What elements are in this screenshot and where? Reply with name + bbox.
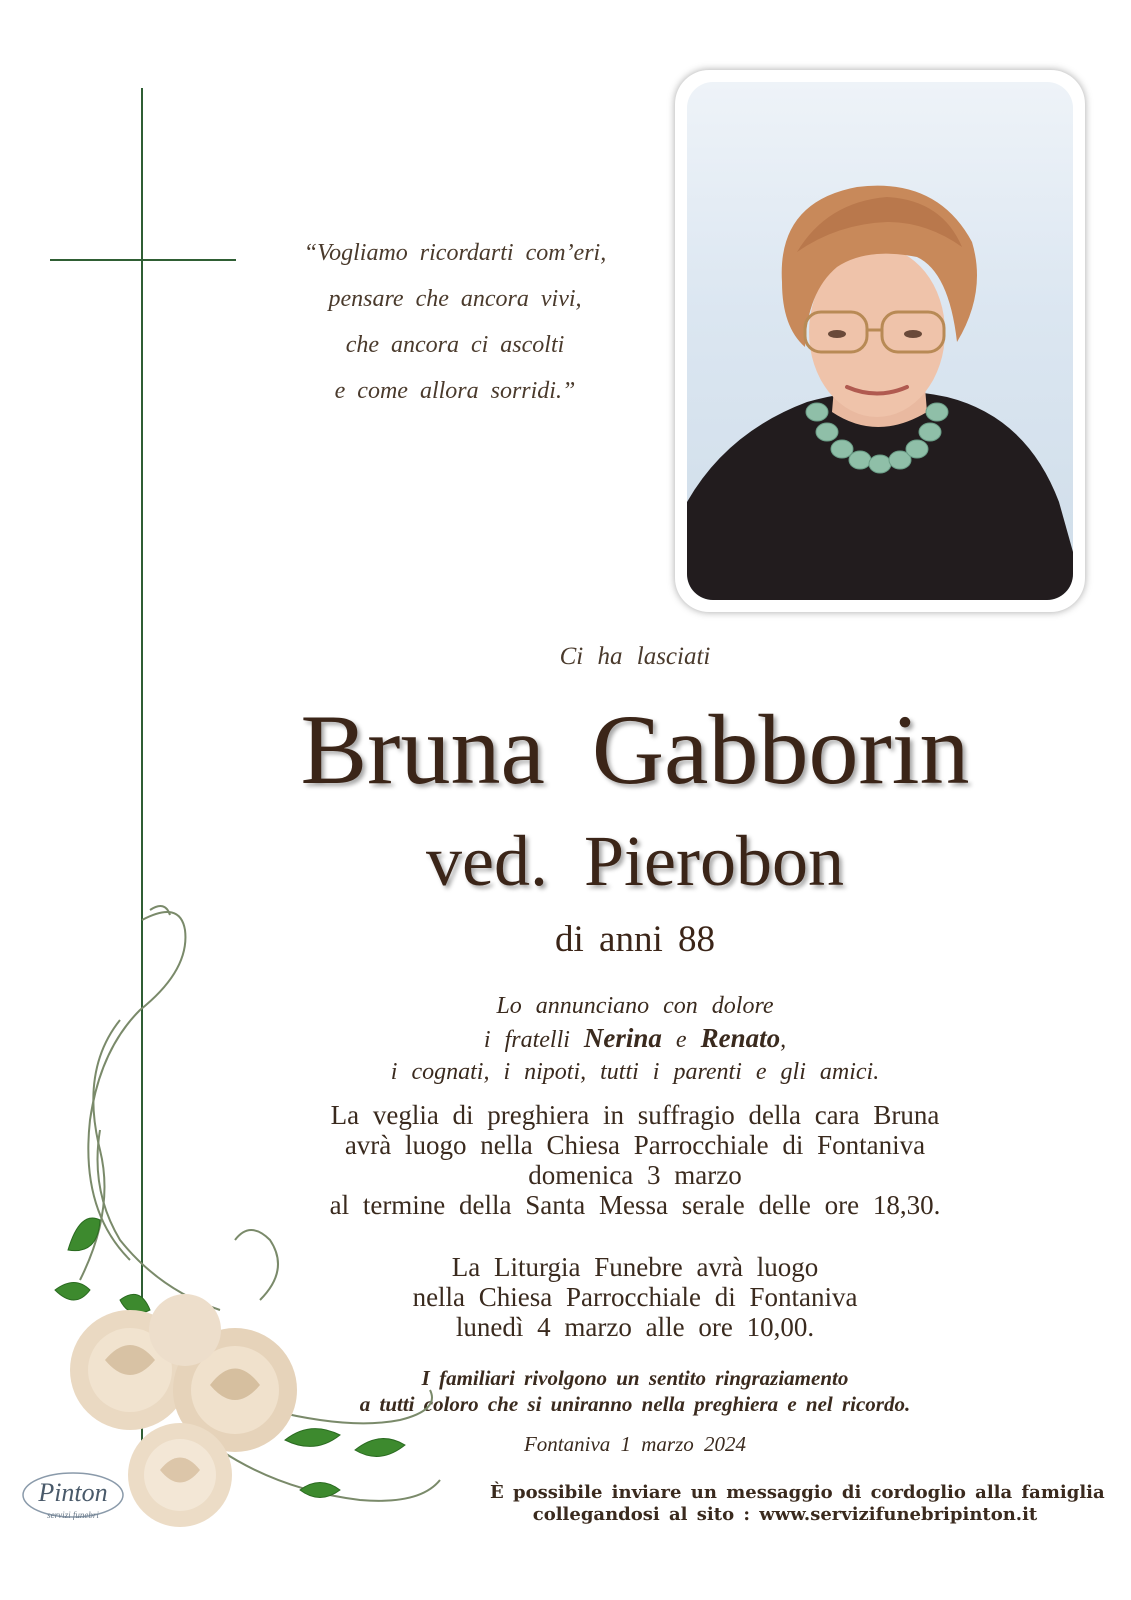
deceased-age: di anni 88 xyxy=(555,919,715,960)
quote-line: che ancora ci ascolti xyxy=(345,332,565,358)
deceased-name: Bruna Gabborin xyxy=(300,694,970,805)
liturgy-line: La Liturgia Funebre avrà luogo xyxy=(451,1252,819,1282)
sibling-name: Nerina xyxy=(583,1023,662,1053)
liturgy-line: lunedì 4 marzo alle ore 10,00. xyxy=(455,1312,815,1342)
deceased-married-name: ved. Pierobon xyxy=(426,821,844,901)
announcement-line: Lo annunciano con dolore xyxy=(496,993,774,1019)
quote-line: e come allora sorridi.” xyxy=(334,378,576,404)
portrait-photo xyxy=(687,82,1073,600)
announcement-suffix: , xyxy=(780,1027,787,1053)
logo-tagline: servizi funebri xyxy=(47,1510,99,1520)
intro-text: Ci ha lasciati xyxy=(559,643,711,670)
vigil-line: al termine della Santa Messa serale delle ore 18,30. xyxy=(329,1190,941,1220)
portrait-illustration xyxy=(687,82,1073,600)
website-note-line: collegandosi al sito : www.servizifunebripinton.it xyxy=(532,1504,1038,1525)
liturgy-line: nella Chiesa Parrocchiale di Fontaniva xyxy=(412,1282,858,1312)
pinton-logo xyxy=(18,1463,128,1533)
thanks-line: a tutti coloro che si uniranno nella preghiera e nel ricordo. xyxy=(359,1392,911,1416)
sibling-name: Renato xyxy=(700,1023,781,1053)
announcement-prefix: i fratelli xyxy=(483,1027,570,1053)
website-note xyxy=(490,1482,1105,1526)
place-date: Fontaniva 1 marzo 2024 xyxy=(523,1432,747,1456)
announcement-line: i cognati, i nipoti, tutti i parenti e gli amici. xyxy=(390,1059,880,1085)
memorial-quote xyxy=(255,230,655,414)
vigil-line: La veglia di preghiera in suffragio della cara Bruna xyxy=(330,1100,940,1130)
quote-line: “Vogliamo ricordarti com’eri, xyxy=(303,240,607,266)
portrait-frame xyxy=(675,70,1085,612)
cross-horizontal-line xyxy=(50,259,236,261)
announcement-conjunction: e xyxy=(675,1027,687,1053)
logo-brand: Pinton xyxy=(38,1478,108,1507)
vigil-line: avrà luogo nella Chiesa Parrocchiale di Fontaniva xyxy=(344,1130,926,1160)
quote-line: pensare che ancora vivi, xyxy=(328,286,582,312)
thanks-line: I familiari rivolgono un sentito ringraziamento xyxy=(421,1366,849,1390)
website-note-line: È possibile inviare un messaggio di cordoglio alla famiglia xyxy=(490,1482,1105,1503)
vigil-line: domenica 3 marzo xyxy=(528,1160,742,1190)
